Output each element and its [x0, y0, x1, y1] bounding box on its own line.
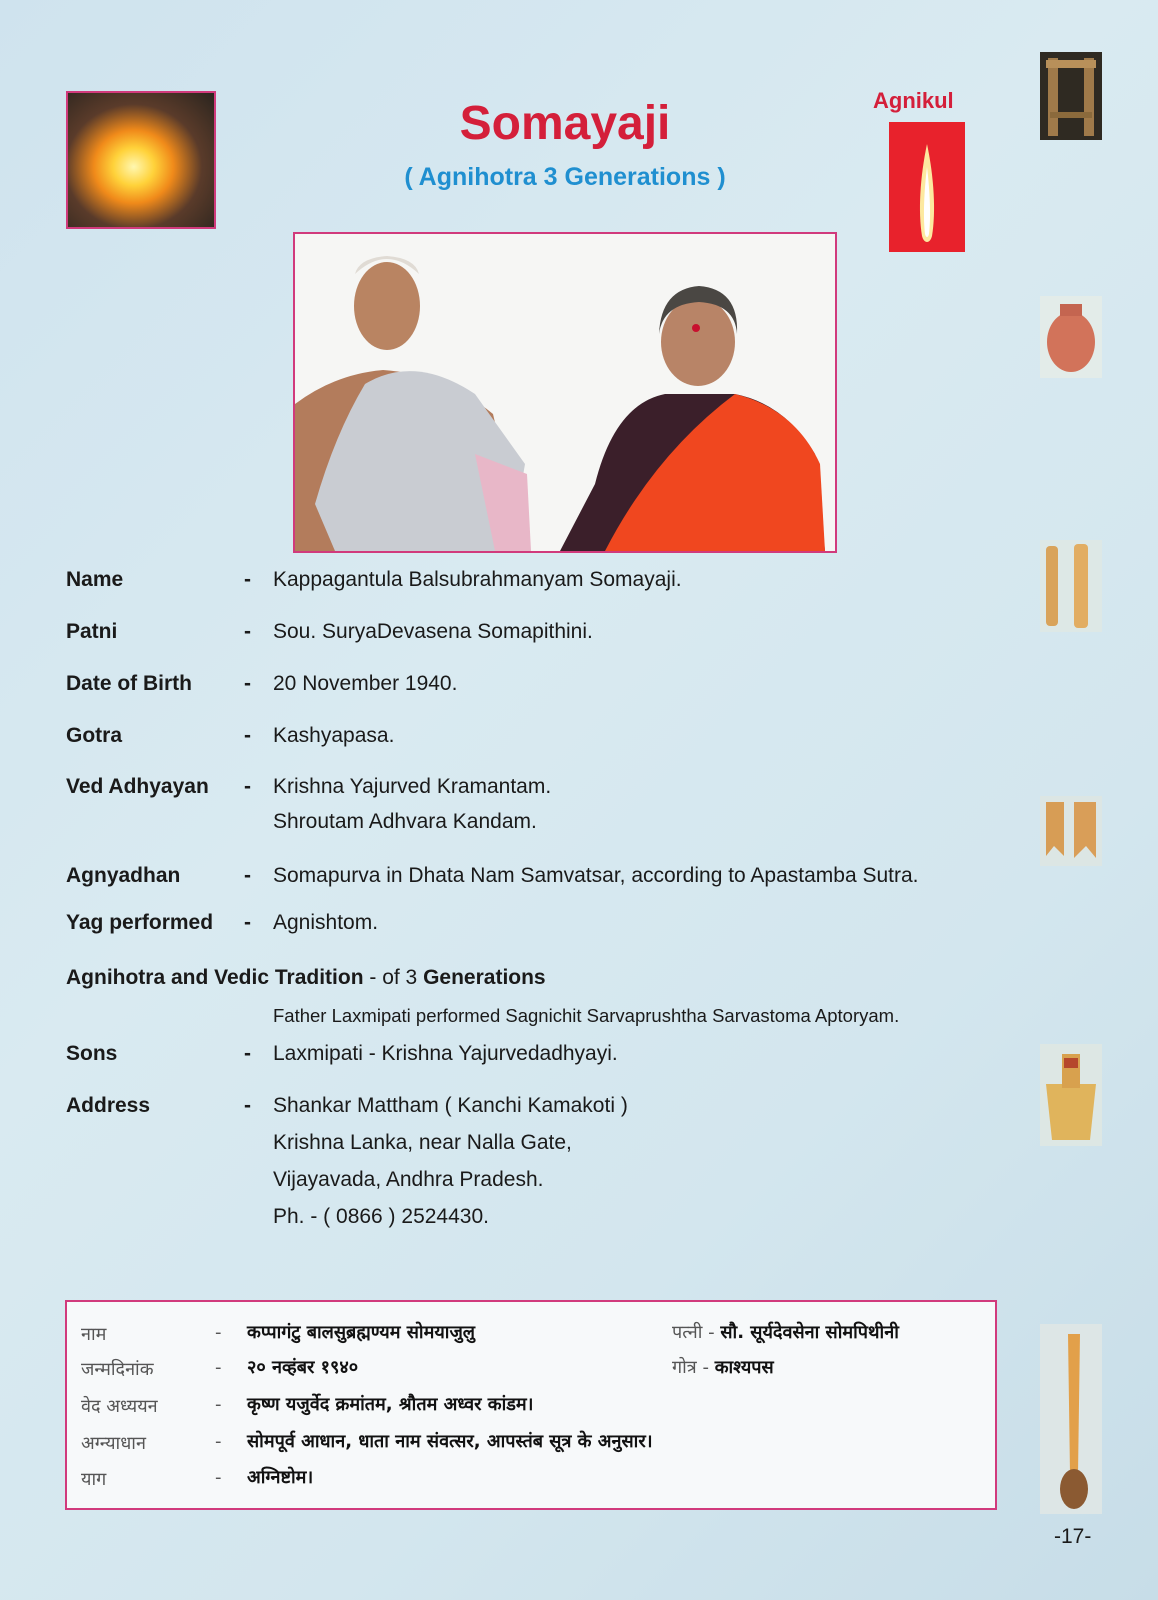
- ladle-spoon-image: [1040, 1324, 1102, 1514]
- agnikul-flame-icon: [889, 122, 965, 252]
- tradition-detail: Father Laxmipati performed Sagnichit Sarvaprushtha Sarvastoma Aptoryam.: [273, 1005, 900, 1026]
- tradition-heading: Agnihotra and Vedic Tradition - of 3 Generations: [66, 966, 546, 989]
- hindi-patni: पत्नी - सौ. सूर्यदेवसेना सोमपिथीनी: [672, 1322, 899, 1343]
- wooden-sticks-image: [1040, 540, 1102, 632]
- wooden-stand-image: [1040, 52, 1102, 140]
- page-number: -17-: [1054, 1525, 1092, 1548]
- page-subtitle: ( Agnihotra 3 Generations ): [404, 163, 726, 191]
- wooden-ladles-image: [1040, 796, 1102, 866]
- clay-pot-image: [1040, 296, 1102, 378]
- hindi-summary-box: नाम - कप्पागंटु बालसुब्रह्मण्यम सोमयाजुलु जन्मदिनांक - २० नव्हंबर १९४० वेद अध्ययन - कृष्ण यजुर्वेद क्रमांतम, श्रौतम अध्वर कांडम। अग्न्याधान - सोमपूर्व आधान, धाता नाम संवत्सर, आपस्तंब सूत्र के अनुसार। याग - अग्निष्टोम। पत्नी - सौ. सूर्यदेवसेना सोमपिथीनी गोत्र - काश्यपस: [65, 1300, 997, 1510]
- couple-photo: [293, 232, 837, 553]
- page-title: Somayaji: [459, 97, 671, 150]
- wooden-vessel-image: [1040, 1044, 1102, 1146]
- hindi-gotra: गोत्र - काश्यपस: [672, 1357, 774, 1378]
- agnikul-label: Agnikul: [873, 88, 954, 113]
